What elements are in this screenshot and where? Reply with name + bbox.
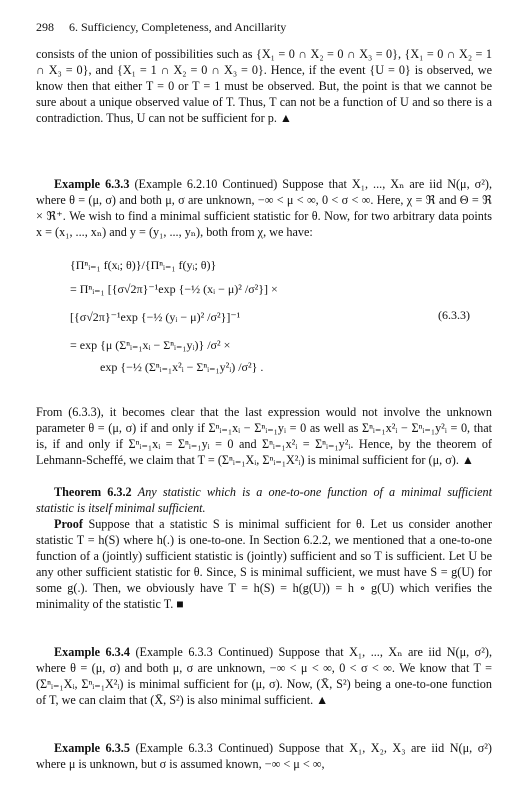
proof xyxy=(36,516,492,612)
running-header xyxy=(36,20,286,35)
equation-line: exp {−½ (Σⁿᵢ₌₁x²ᵢ − Σⁿᵢ₌₁y²ᵢ) /σ²} . xyxy=(100,360,264,374)
page-number: 298 xyxy=(36,20,54,34)
proof-label: Proof xyxy=(54,517,83,531)
theorem-label: Theorem 6.3.2 xyxy=(54,485,132,499)
paragraph-after-equation xyxy=(36,404,492,468)
paragraph-text: consists of the union of possibilities such as {X₁ = 0 ∩ X₂ = 0 ∩ X₃ = 0}, {X₁ = 0 ∩ X₂ = 1 ∩ X₃ = 0}, and {X₁ = 1 ∩ X₂ = 0 ∩ X₃ = 0}. Hence, if the event {U = 0} is observed, we know then that either T = 0 or T = 1 must be observed. But, the point is that we cannot be sure about a unique observed value of T. Thus, T can not be a function of U and so there is a contradiction. Thus, U can not be sufficient for p. ▲ xyxy=(36,47,492,125)
proof-body: Suppose that a statistic S is minimal sufficient for θ. Let us consider another statistic T = h(S) where h(.) is one-to-one. In Section 6.2.2, we mentioned that a one-to-one function of a (jointly) sufficient statistic is (jointly) sufficient and so T is sufficient. Let U be any other sufficient statistic for θ. Since, S is minimal sufficient, we must have S = g(U) for some g(.). Then, we obviously have T = h(S) = h(g(U)) = h ∘ g(U) which verifies the minimality of the statistic T. ■ xyxy=(36,517,493,611)
equation-line: [{σ√2π}⁻¹exp {−½ (yᵢ − μ)² /σ²}]⁻¹ xyxy=(70,310,241,324)
example-label: Example 6.3.4 xyxy=(54,645,130,659)
paragraph-continuation xyxy=(36,46,492,126)
example-label: Example 6.3.3 xyxy=(54,177,130,191)
example-body: (Example 6.3.3 Continued) Suppose that X₁, ..., Xₙ are iid N(μ, σ²), where θ = (μ, σ) and both μ, σ are unknown, −∞ < μ < ∞, 0 < σ < ∞. We know that T = (Σⁿᵢ₌₁Xᵢ, Σⁿᵢ₌₁X²ᵢ) is minimal sufficient for (μ, σ). Now, (X̄, S²) being a one-to-one function of T, we can claim that (X̄, S²) is also minimal sufficient. ▲ xyxy=(36,645,493,707)
example-body: (Example 6.2.10 Continued) Suppose that X₁, ..., Xₙ are iid N(μ, σ²), where θ = (μ, σ) and both μ, σ are unknown, −∞ < μ < ∞, 0 < σ < ∞. Here, χ = ℜ and Θ = ℜ × ℜ⁺. We wish to find a minimal sufficient statistic for θ. Now, for two arbitrary data points x = (x₁, ..., xₙ) and y = (y₁, ..., yₙ), both from χ, we have: xyxy=(36,177,493,239)
equation-line: = Πⁿᵢ₌₁ [{σ√2π}⁻¹exp {−½ (xᵢ − μ)² /σ²}] × xyxy=(70,282,278,296)
equation-number: (6.3.3) xyxy=(438,308,470,322)
example-6-3-3 xyxy=(36,176,492,240)
example-body: (Example 6.3.3 Continued) Suppose that X₁, X₂, X₃ are iid N(μ, σ²) where μ is unknown, but σ is assumed known, −∞ < μ < ∞, xyxy=(36,741,492,771)
example-label: Example 6.3.5 xyxy=(54,741,130,755)
running-title: 6. Sufficiency, Completeness, and Ancillarity xyxy=(69,20,287,34)
paragraph-text: From (6.3.3), it becomes clear that the last expression would not involve the unknown parameter θ = (μ, σ) if and only if Σⁿᵢ₌₁xᵢ − Σⁿᵢ₌₁yᵢ = 0 as well as Σⁿᵢ₌₁x²ᵢ − Σⁿᵢ₌₁y²ᵢ = 0, that is, if and only if Σⁿᵢ₌₁xᵢ = Σⁿᵢ₌₁yᵢ = 0 and Σⁿᵢ₌₁x²ᵢ = Σⁿᵢ₌₁y²ᵢ. Hence, by the theorem of Lehmann-Scheffé, we claim that T = (Σⁿᵢ₌₁Xᵢ, Σⁿᵢ₌₁X²ᵢ) is minimal sufficient for (μ, σ). ▲ xyxy=(36,405,492,467)
example-6-3-4 xyxy=(36,644,492,708)
example-6-3-5 xyxy=(36,740,492,772)
equation-line: {Πⁿᵢ₌₁ f(xᵢ; θ)}/{Πⁿᵢ₌₁ f(yᵢ; θ)} xyxy=(70,258,217,272)
theorem-6-3-2 xyxy=(36,484,492,516)
theorem-statement: Any statistic which is a one-to-one function of a minimal sufficient statistic is itself minimal sufficient. xyxy=(36,485,492,515)
equation-line: = exp {μ (Σⁿᵢ₌₁xᵢ − Σⁿᵢ₌₁yᵢ)} /σ² × xyxy=(70,338,231,352)
